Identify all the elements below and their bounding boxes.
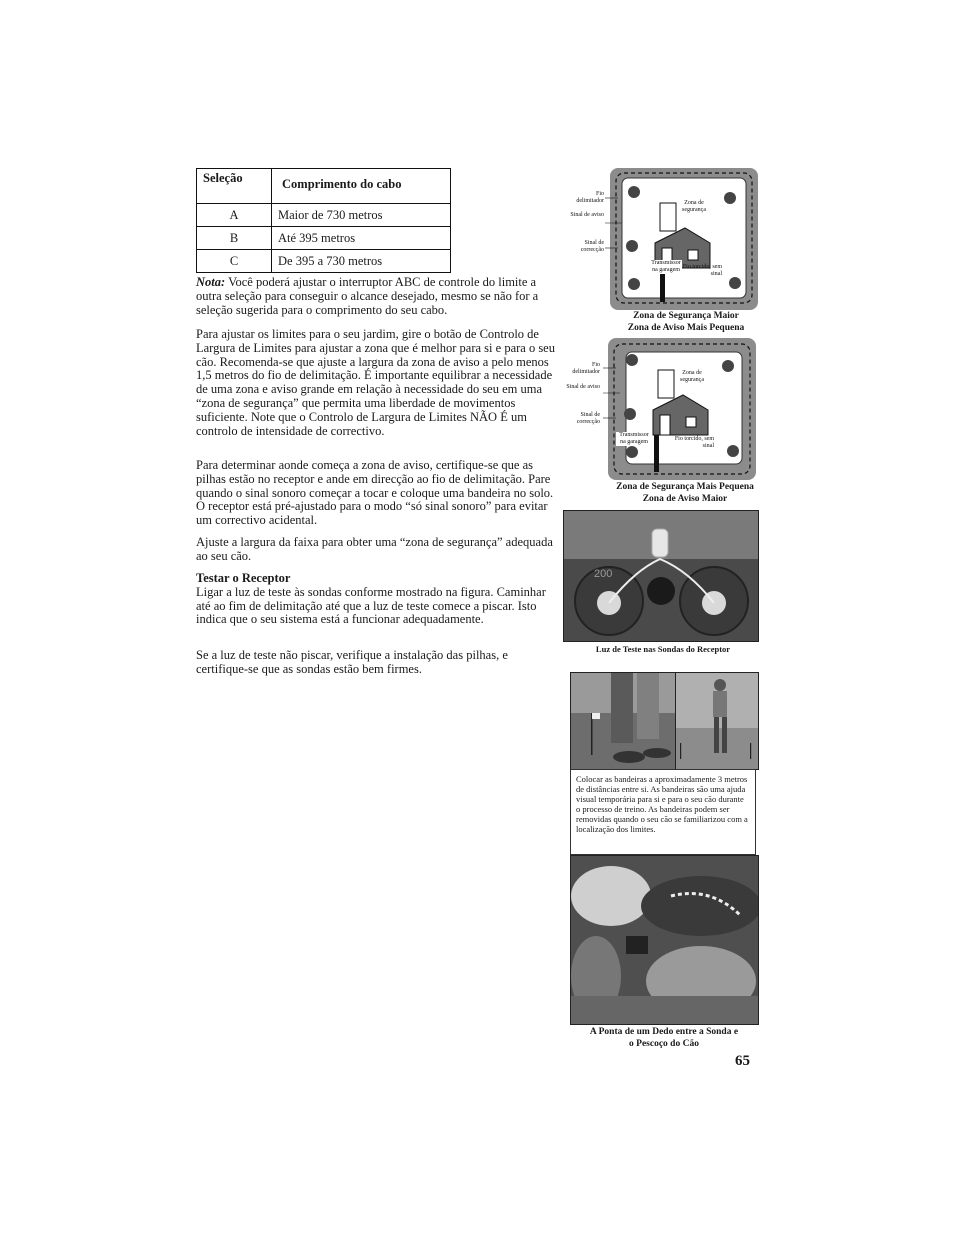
diagram-large-safe-zone: Fio delimitador Sinal de aviso Sinal de correcção Zona de segurança Transmissor na garagem Fio torcido, sem sinal (570, 168, 760, 310)
yard-diagram-1 (570, 168, 760, 310)
test-paragraph: Ligar a luz de teste às sondas conforme mostrado na figura. Caminhar até ao fim de delimitação até que a luz de teste comece a piscar. Isto indica que o seu sistema está a funcionar adequadamente. (196, 584, 546, 627)
warning-zone-paragraph: Para determinar aonde começa a zona de aviso, certifique-se que as pilhas estão no receptor e ande em direcção ao fio de delimitação. Pare quando o sinal sonoro começar a tocar e coloque uma bandeira no solo. O receptor está pré-ajustado para o modo “só sinal sonoro” para evitar um correctivo acidental. (196, 458, 554, 528)
diagram1-caption: Zona de Segurança Maior Zona de Aviso Mais Pequena (627, 311, 745, 333)
collar-fit-image (571, 856, 758, 1024)
photo1-caption: Luz de Teste nas Sondas do Receptor (595, 644, 731, 654)
diagram2-caption: Zona de Segurança Mais Pequena Zona de Aviso Maior (616, 482, 754, 504)
header-selection: Seleção (197, 169, 272, 204)
nota-label: Nota: (196, 275, 226, 289)
table-row: C De 395 a 730 metros (197, 250, 451, 273)
receiver-probes-image (564, 511, 758, 641)
header-cable-length: Comprimento do cabo (272, 169, 451, 204)
diagram-small-safe-zone: Fio delimitador Sinal de aviso Sinal de correcção Zona de segurança Transmissor na garagem Fio torcido, sem sinal (570, 338, 760, 480)
troubleshoot-paragraph: Se a luz de teste não piscar, verifique a instalação das pilhas, e certifique-se que as sondas estão bem firmes. (196, 648, 508, 676)
test-section (196, 572, 558, 627)
page-number: 65 (735, 1053, 750, 1069)
test-light-photo (563, 510, 759, 642)
flags-photo-right (675, 672, 759, 770)
section-heading: Testar o Receptor (196, 571, 291, 585)
flags-note-box: Colocar as bandeiras a aproximadamente 3 metros de distâncias entre si. As bandeiras são uma ajuda visual temporária para si e para o seu cão durante o processo de treino. As bandeiras podem ser removidas quando o seu cão se familiarizou com a localização dos limites. (570, 769, 756, 855)
boundary-paragraph: Para ajustar os limites para o seu jardim, gire o botão de Controlo de Largura de Limites para ajustar a zona que é melhor para si e para o seu cão. Recomenda-se que ajuste a largura da zona de aviso a pelo menos 1,5 metros do fio de delimitação. É importante equilibrar a necessidade de uma zona e aviso grande em relação à necessidade do seu em uma “zona de segurança” que permita uma liberdade de movimentos suficiente. Note que o Controlo de Largura de Limites NÃO É um controlo de intensidade de correctivo. (196, 327, 555, 438)
dog-collar-photo (570, 855, 759, 1025)
flags-photo-left (570, 672, 676, 770)
table-row: B Até 395 metros (197, 227, 451, 250)
flag-placement-image-2 (676, 673, 758, 769)
svg-text:200: 200 (594, 568, 613, 580)
yard-diagram-2 (570, 338, 760, 480)
table-row: A Maior de 730 metros (197, 204, 451, 227)
adjust-paragraph: Ajuste a largura da faixa para obter uma “zona de segurança” adequada ao seu cão. (196, 535, 553, 563)
flag-placement-image-1 (571, 673, 675, 769)
nota-body: Você poderá ajustar o interruptor ABC de controle do limite a outra seleção para conseguir o alcance desejado, mesmo se não for a seleção sugerida para o comprimento do seu cabo. (196, 275, 539, 317)
cable-selection-table (196, 168, 451, 273)
nota-paragraph (196, 276, 558, 317)
photo3-caption: A Ponta de um Dedo entre a Sonda e o Pescoço do Cão (589, 1027, 739, 1049)
